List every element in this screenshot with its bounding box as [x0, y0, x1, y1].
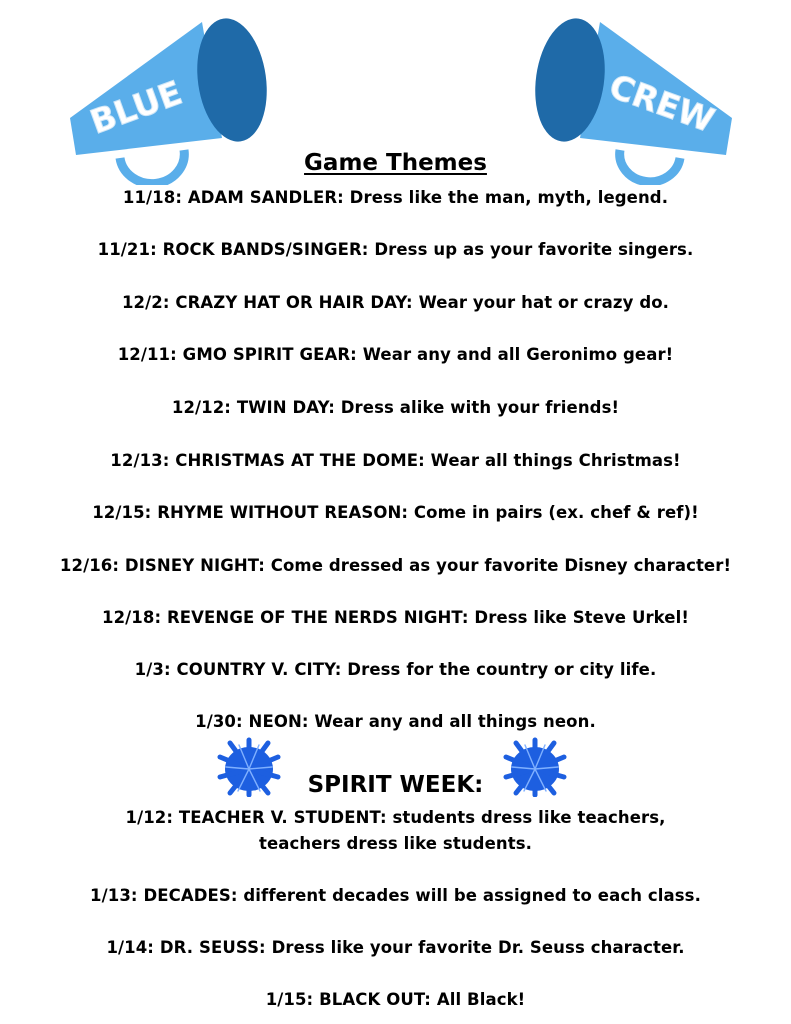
spirit-week-title: SPIRIT WEEK:: [307, 772, 484, 798]
pompom-right-icon: [502, 737, 568, 797]
theme-item: 12/16: DISNEY NIGHT: Come dressed as your favorite Disney character!: [59, 556, 732, 575]
theme-item: 12/11: GMO SPIRIT GEAR: Wear any and all Geronimo gear!: [117, 345, 674, 364]
theme-item: 1/3: COUNTRY V. CITY: Dress for the country or city life.: [134, 660, 657, 679]
theme-item: 11/18: ADAM SANDLER: Dress like the man, myth, legend.: [122, 188, 669, 207]
spirit-item: 1/15: BLACK OUT: All Black!: [265, 990, 526, 1009]
theme-item: 12/13: CHRISTMAS AT THE DOME: Wear all things Christmas!: [110, 451, 681, 470]
spirit-item: 1/13: DECADES: different decades will be assigned to each class.: [90, 886, 701, 905]
theme-item: 12/2: CRAZY HAT OR HAIR DAY: Wear your hat or crazy do.: [121, 293, 670, 312]
theme-item: 12/15: RHYME WITHOUT REASON: Come in pairs (ex. chef & ref)!: [92, 503, 699, 522]
spirit-item: 1/14: DR. SEUSS: Dress like your favorite Dr. Seuss character.: [106, 938, 685, 957]
badge-blue-text: BLUE: [85, 72, 188, 142]
theme-item: 11/21: ROCK BANDS/SINGER: Dress up as your favorite singers.: [97, 240, 694, 259]
game-themes-title: Game Themes: [304, 150, 487, 176]
badge-crew-text: CREW: [604, 66, 720, 141]
spirit-item: teachers dress like students.: [258, 834, 532, 853]
theme-item: 12/12: TWIN DAY: Dress alike with your friends!: [171, 398, 620, 417]
theme-item: 12/18: REVENGE OF THE NERDS NIGHT: Dress like Steve Urkel!: [102, 608, 689, 627]
spirit-item: 1/12: TEACHER V. STUDENT: students dress like teachers,: [125, 808, 666, 827]
theme-item: 1/30: NEON: Wear any and all things neon.: [195, 712, 596, 731]
